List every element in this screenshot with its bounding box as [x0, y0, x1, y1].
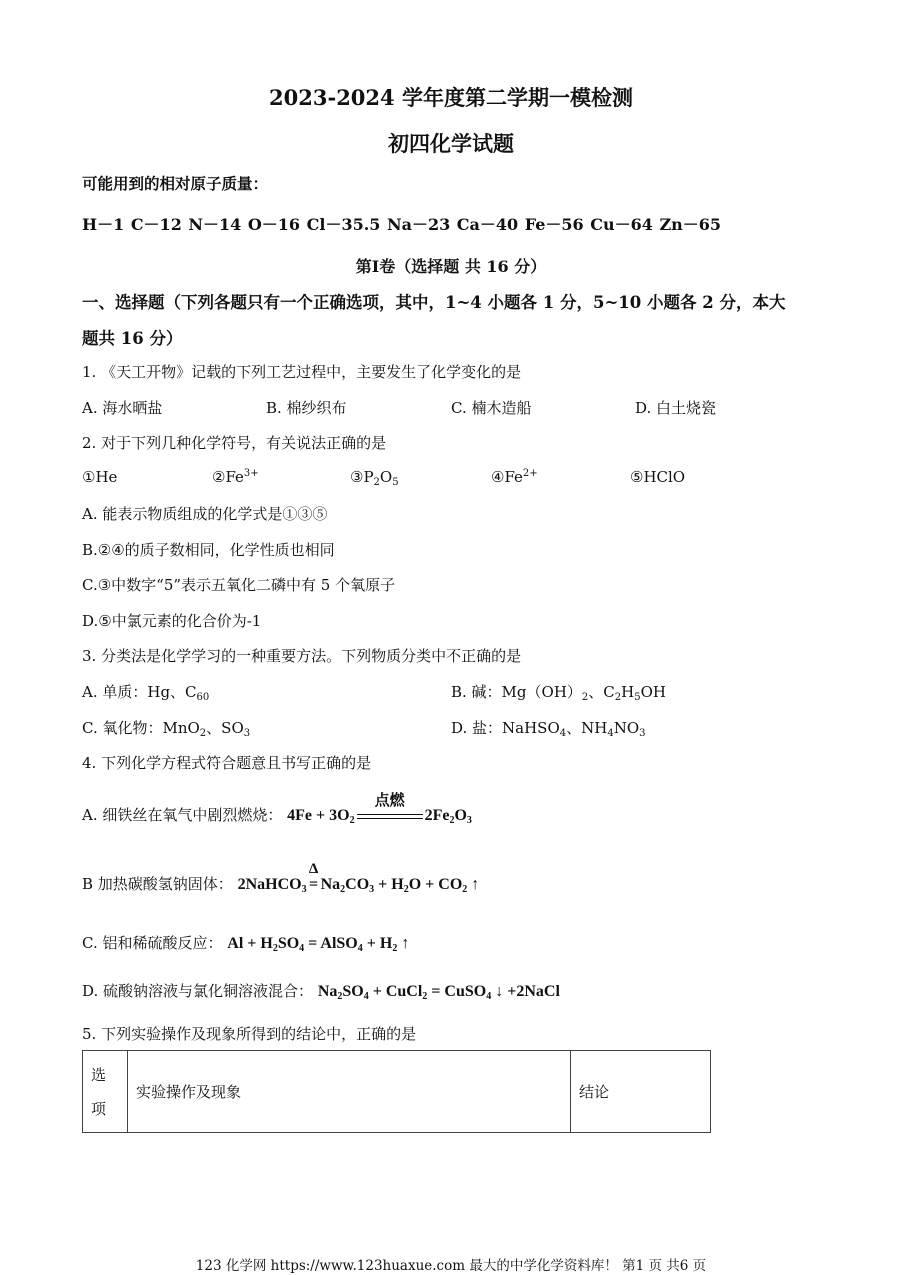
q1-option-c: C. 楠木造船	[451, 399, 532, 417]
q2-symbol-2: $②Fe^{3+}$	[212, 468, 259, 486]
q4-a-equation: $4Fe + 3O_2$ 点燃 $2Fe_2O_3$	[287, 807, 472, 824]
q2-symbol-4: $④Fe^{2+}$	[491, 468, 538, 486]
page-footer: 123 化学网 https://www.123huaxue.com 最大的中学化学资料库！ 第1 页 共6 页	[195, 1258, 707, 1274]
q2-symbol-1: ①He	[82, 468, 118, 486]
q4-stem: 4. 下列化学方程式符合题意且书写正确的是	[82, 754, 372, 772]
q3-option-a: A. 单质：Hg、$C_{60}$	[82, 683, 210, 703]
atomic-mass-label: 可能用到的相对原子质量：	[82, 174, 269, 193]
q4-option-b: B 加热碳酸氢钠固体： 2NaHCO$_3$ Δ = $Na_2CO_3 + H_2O + CO_2$ ↑	[82, 861, 480, 895]
q1-option-d: D. 白土烧瓷	[635, 399, 717, 417]
section-instruction-line1: 一、选择题（下列各题只有一个正确选项，其中，1~4 小题各 1 分，5~10 小题各 2 分，本大	[82, 293, 786, 312]
atomic-mass-values: H－1 C－12 N－14 O－16 Cl－35.5 Na－23 Ca－40 Fe－56 Cu－64 Zn－65	[82, 215, 722, 234]
q5-stem: 5. 下列实验操作及现象所得到的结论中，正确的是	[82, 1025, 417, 1043]
q2-option-a: A. 能表示物质组成的化学式是①③⑤	[82, 505, 328, 523]
q1-option-b: B. 棉纱织布	[266, 399, 347, 417]
q2-option-d: D.⑤中氯元素的化合价为-1	[82, 612, 262, 630]
table-row	[83, 1051, 711, 1133]
q4-a-condition: 点燃	[374, 793, 405, 809]
q4-option-c: C. 铝和稀硫酸反应： $Al + H_2SO_4$ = AlSO$_4$ + $H_2$ ↑	[82, 934, 410, 954]
q3-option-b: B. 碱：$Mg(OH)_2$、$C_2H_5OH$	[451, 683, 666, 703]
table-header-conclusion: 结论	[571, 1051, 711, 1133]
table-header-operation: 实验操作及现象	[128, 1051, 571, 1133]
exam-subtitle: 初四化学试题	[388, 131, 514, 156]
q3-stem: 3. 分类法是化学学习的一种重要方法。下列物质分类中不正确的是	[82, 647, 522, 665]
q2-symbol-5: ⑤HClO	[630, 468, 686, 486]
q5-table	[82, 1050, 711, 1133]
q4-option-a: A. 细铁丝在氧气中剧烈燃烧： $4Fe + 3O_2$ 点燃 $2Fe_2O_3$	[82, 804, 472, 826]
q3-option-d: D. 盐：NaHSO$_4$、$NH_4NO_3$	[451, 719, 646, 739]
q2-option-c: C.③中数字“5”表示五氧化二磷中有 5 个氧原子	[82, 576, 396, 594]
section-instruction-line2: 题共 16 分）	[82, 329, 183, 348]
q2-option-b: B.②④的质子数相同，化学性质也相同	[82, 541, 335, 559]
q4-b-condition: Δ	[308, 861, 319, 877]
q4-b-equation: 2NaHCO$_3$ Δ = $Na_2CO_3 + H_2O + CO_2$ ↑	[237, 861, 480, 895]
q1-option-a: A. 海水晒盐	[82, 399, 163, 417]
q4-c-equation: $Al + H_2SO_4$ = AlSO$_4$ + $H_2$ ↑	[227, 935, 410, 954]
q2-symbol-3: $③P_2O_5$	[350, 468, 399, 488]
section-title: 第Ⅰ卷（选择题 共 16 分）	[355, 257, 547, 276]
table-header-option: 选 项	[83, 1051, 128, 1133]
q3-option-c: C. 氧化物：MnO$_2$、$SO_3$	[82, 719, 251, 739]
exam-title: 2023-2024 学年度第二学期一模检测	[269, 85, 633, 110]
q2-stem: 2. 对于下列几种化学符号，有关说法正确的是	[82, 434, 387, 452]
q1-stem: 1. 《天工开物》记载的下列工艺过程中，主要发生了化学变化的是	[82, 363, 522, 381]
q4-d-equation: $Na_2SO_4$ + CuCl$_2$ = CuSO$_4$ ↓ +2NaCl	[317, 983, 560, 1002]
q4-option-d: D. 硫酸钠溶液与氯化铜溶液混合： $Na_2SO_4$ + CuCl$_2$ = CuSO$_4$ ↓ +2NaCl	[82, 982, 560, 1002]
